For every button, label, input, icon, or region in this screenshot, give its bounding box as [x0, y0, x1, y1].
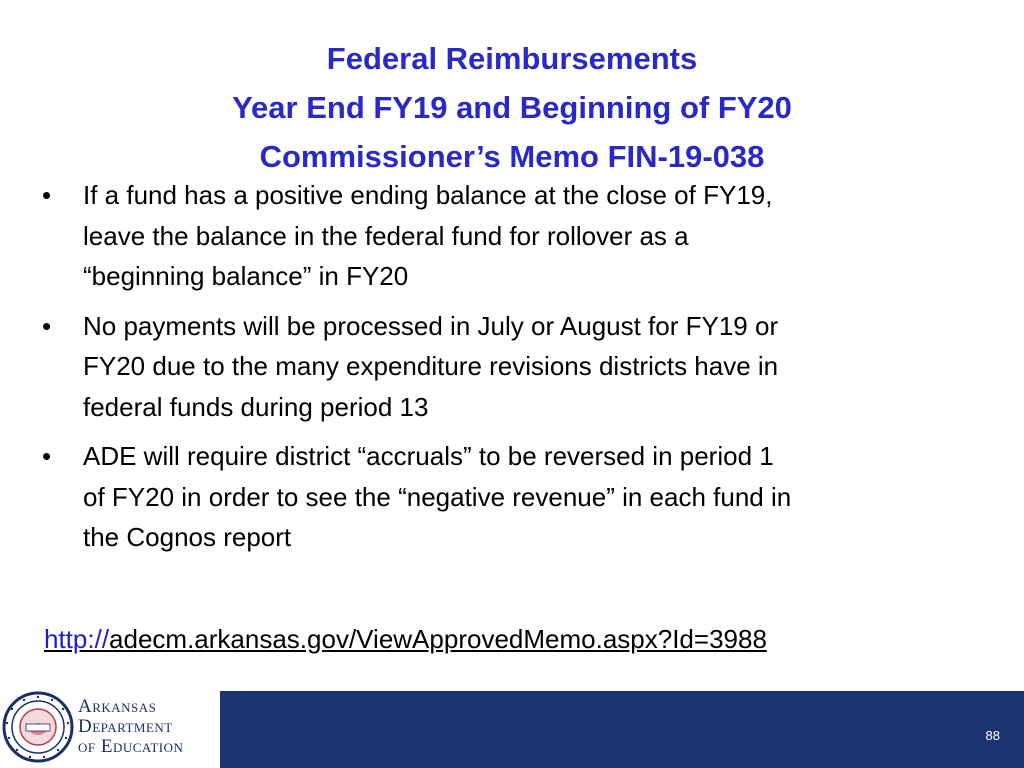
bullet-marker: • [42, 310, 52, 341]
org-name-line: Arkansas [78, 696, 157, 717]
bullet-list [42, 175, 972, 567]
slide-title [0, 34, 1024, 181]
bullet-item [42, 306, 972, 428]
bullet-text-line: federal funds during period 13 [83, 391, 429, 422]
bullet-text-line: “beginning balance” in FY20 [83, 261, 409, 291]
org-name-line: of Education [78, 736, 184, 757]
memo-link-path[interactable]: adecm.arkansas.gov/ViewApprovedMemo.aspx?Id=3988 [109, 624, 767, 654]
title-line-3: Commissioner’s Memo FIN-19-038 [259, 139, 765, 174]
page-number: 88 [985, 728, 1000, 743]
bullet-text-line: No payments will be processed in July or August for FY19 or [83, 310, 779, 341]
bullet-text-line: ADE will require district “accruals” to be reversed in period 1 [83, 441, 774, 471]
memo-link[interactable] [44, 620, 767, 658]
bullet-text-line: leave the balance in the federal fund for rollover as a [83, 220, 689, 251]
footer-bar [220, 691, 1024, 768]
memo-link-scheme[interactable]: http:// [44, 624, 110, 654]
bullet-marker: • [42, 441, 52, 471]
bullet-text-line: of FY20 in order to see the “negative revenue” in each fund in [83, 481, 792, 512]
bullet-text-line: If a fund has a positive ending balance at the close of FY19, [83, 180, 773, 210]
org-name [78, 697, 183, 757]
bullet-marker: • [42, 180, 52, 210]
bullet-text-line: FY20 due to the many expenditure revisions districts have in [83, 351, 779, 381]
bullet-item [42, 436, 972, 558]
bullet-item [42, 175, 972, 297]
ade-logo [0, 691, 220, 768]
title-line-2: Year End FY19 and Beginning of FY20 [232, 90, 792, 125]
ade-seal-icon [2, 691, 74, 763]
org-name-line: Department [78, 716, 173, 737]
title-line-1: Federal Reimbursements [326, 41, 698, 76]
bullet-text-line: the Cognos report [83, 522, 292, 552]
